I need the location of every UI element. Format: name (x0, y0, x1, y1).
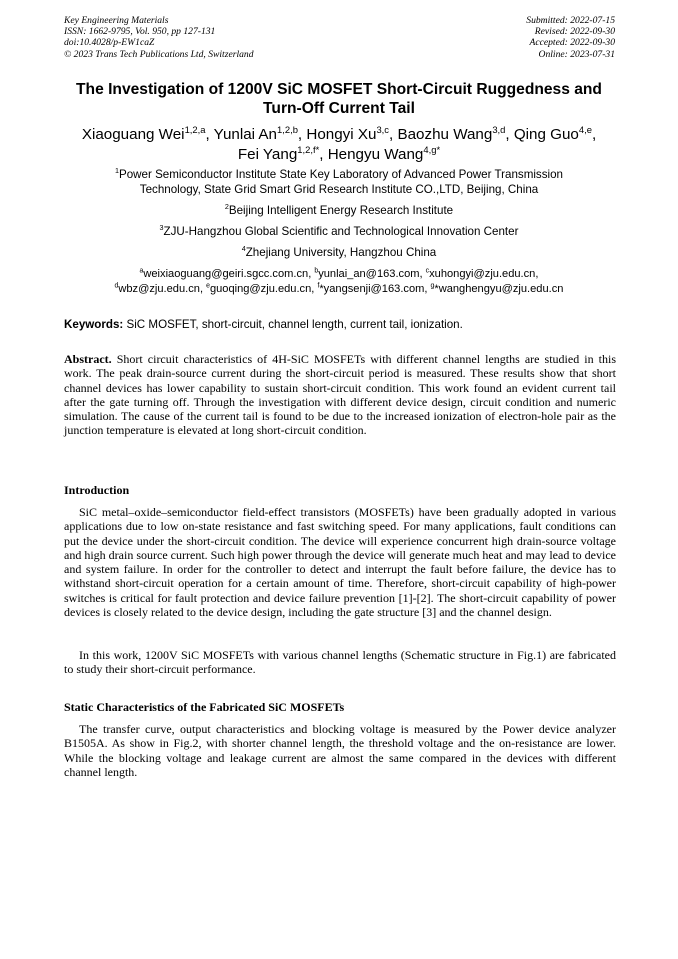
affil-number: 4 (241, 244, 246, 254)
email-marker: b (314, 267, 319, 275)
author-list (30, 125, 648, 165)
author-affil: 3,c (376, 123, 390, 135)
date-revised: Revised: 2022-09-30 (534, 26, 615, 38)
date-online: Online: 2023-07-31 (538, 48, 615, 60)
author-sep: , (205, 126, 214, 143)
affiliation-2 (30, 204, 648, 219)
author-sep: , (297, 126, 307, 143)
author-name: Baozhu Wang (397, 126, 493, 143)
author-affil: 1,2,a (184, 123, 206, 135)
email-line-2 (30, 282, 648, 297)
affiliation-3-line (30, 225, 648, 240)
abstract (64, 352, 616, 438)
email-marker: f (317, 281, 320, 289)
email-marker: g (430, 281, 435, 289)
author-line-2 (30, 145, 648, 165)
static-characteristics-paragraph: The transfer curve, output characteristics and blocking voltage is measured by the Power device analyzer B1505A. As show in Fig.2, with shorter channel length, the threshold voltage and the on-resistance are lower. While the blocking voltage and leakage current are almost the same compared in the devices with different channel length. (64, 722, 616, 779)
author-name: Hengyu Wang (327, 146, 424, 163)
email-list (30, 267, 648, 296)
author-name: Xiaoguang Wei (81, 126, 185, 143)
author-sep: , (591, 126, 597, 143)
email-marker: c (425, 267, 430, 275)
email-address[interactable]: *yangsenji@163.com (319, 282, 425, 295)
affil-text: Zhejiang University, Hangzhou China (245, 246, 437, 259)
author-sep: , (389, 126, 398, 143)
affil-text: ZJU-Hangzhou Global Scientific and Technological Innovation Center (163, 225, 519, 238)
affiliation-1-line-2: Technology, State Grid Smart Grid Research Institute CO.,LTD, Beijing, China (139, 182, 539, 196)
journal-issn: ISSN: 1662-9795, Vol. 950, pp 127-131 (64, 26, 216, 38)
email-marker: a (139, 267, 144, 275)
static-characteristics-heading: Static Characteristics of the Fabricated SiC MOSFETs (64, 700, 345, 714)
email-address[interactable]: xuhongyi@zju.edu.cn (429, 268, 536, 280)
title-line-2: Turn-Off Current Tail (263, 100, 415, 117)
affiliation-2-line (30, 204, 648, 219)
journal-doi: doi:10.4028/p-EW1caZ (64, 37, 155, 49)
author-sep: , (319, 146, 328, 163)
author-name: Yunlai An (213, 126, 277, 143)
email-sep: , (419, 268, 426, 280)
affil-text: Beijing Intelligent Energy Research Institute (228, 204, 454, 217)
author-name: Hongyi Xu (306, 126, 377, 143)
date-submitted: Submitted: 2022-07-15 (526, 15, 615, 26)
author-line-1 (30, 125, 648, 145)
introduction-paragraph-2: In this work, 1200V SiC MOSFETs with various channel lengths (Schematic structure in Fig.1) are fabricated to study their short-circuit performance. (64, 648, 616, 677)
affil-number: 1 (114, 166, 119, 176)
abstract-text: Short circuit characteristics of 4H-SiC MOSFETs with different channel lengths are studied in this work. The peak drain-source current during the short-circuit period is measured. These results show that short channel devices has lower capability to sustain short-circuit condition. This work found an evident current tail after the gate turning off. Through the investigation with different device design, circuit condition and numeric simulation. The cause of the current tail is found to be due to the increased ionization of electron-hole pair as the junction temperature is elevated at long short-circuit condition. (64, 352, 616, 438)
author-name: Fei Yang (237, 146, 298, 163)
affiliation-3 (30, 225, 648, 240)
author-affil: 3,d (492, 123, 506, 135)
affil-number: 3 (159, 223, 164, 233)
affiliation-4 (30, 246, 648, 261)
affil-text: Power Semiconductor Institute State Key Laboratory of Advanced Power Transmission (118, 168, 563, 181)
author-affil: 4,g* (423, 143, 441, 155)
affiliation-1 (30, 168, 648, 197)
email-sep: , (424, 282, 431, 295)
email-marker: e (206, 281, 210, 289)
email-address[interactable]: yunlai_an@163.com (318, 268, 420, 280)
email-marker: d (114, 281, 119, 289)
email-sep: , (311, 282, 318, 295)
email-sep: , (199, 282, 207, 295)
affiliation-4-line (30, 246, 648, 261)
keywords-text: SiC MOSFET, short-circuit, channel length, current tail, ionization. (123, 318, 463, 331)
abstract-label: Abstract. (64, 352, 112, 366)
title-line-1: The Investigation of 1200V SiC MOSFET Short-Circuit Ruggedness and (76, 81, 602, 98)
author-affil: 1,2,f* (297, 143, 320, 155)
author-affil: 1,2,b (277, 123, 298, 135)
author-sep: , (505, 126, 514, 143)
email-line-1 (30, 267, 648, 282)
introduction-heading: Introduction (64, 483, 130, 497)
keywords (64, 318, 616, 332)
journal-name: Key Engineering Materials (64, 15, 169, 26)
email-address[interactable]: guoqing@zju.edu.cn (209, 282, 312, 295)
email-address[interactable]: weixiaoguang@geiri.sgcc.com.cn (143, 268, 309, 280)
journal-info (64, 15, 254, 60)
email-sep: , (535, 268, 539, 280)
author-name: Qing Guo (513, 126, 579, 143)
email-address[interactable]: *wanghengyu@zju.edu.cn (434, 282, 564, 295)
publication-dates (526, 15, 615, 60)
affil-number: 2 (224, 202, 229, 212)
journal-copyright: © 2023 Trans Tech Publications Ltd, Switzerland (64, 48, 254, 60)
keywords-label: Keywords: (64, 318, 124, 331)
introduction-paragraph-1: SiC metal–oxide–semiconductor field-effect transistors (MOSFETs) have been gradually adopted in various applications due to low on-state resistance and fast switching speed. For many applications, fault conditions can put the device under the short-circuit condition. The device will experience concurrent high drain-source voltage and high drain source current. Such high power through the device will generate much heat and may lead to device and system failure. In order for the controller to detect and interrupt the fault before failure, the device has to withstand short-circuit operation for a certain amount of time. Therefore, short-circuit capability of high-power switches is critical for fault protection and device failure prevention [1]-[2]. The short-circuit capability of power devices is closely related to the device design, including the gate structure [3] and the channel design. (64, 505, 616, 620)
date-accepted: Accepted: 2022-09-30 (529, 37, 615, 49)
email-sep: , (308, 268, 315, 280)
paper-title (40, 80, 638, 118)
affiliation-1-line-1 (30, 168, 648, 183)
author-affil: 4,e (578, 123, 592, 135)
email-address[interactable]: wbz@zju.edu.cn (118, 282, 200, 295)
